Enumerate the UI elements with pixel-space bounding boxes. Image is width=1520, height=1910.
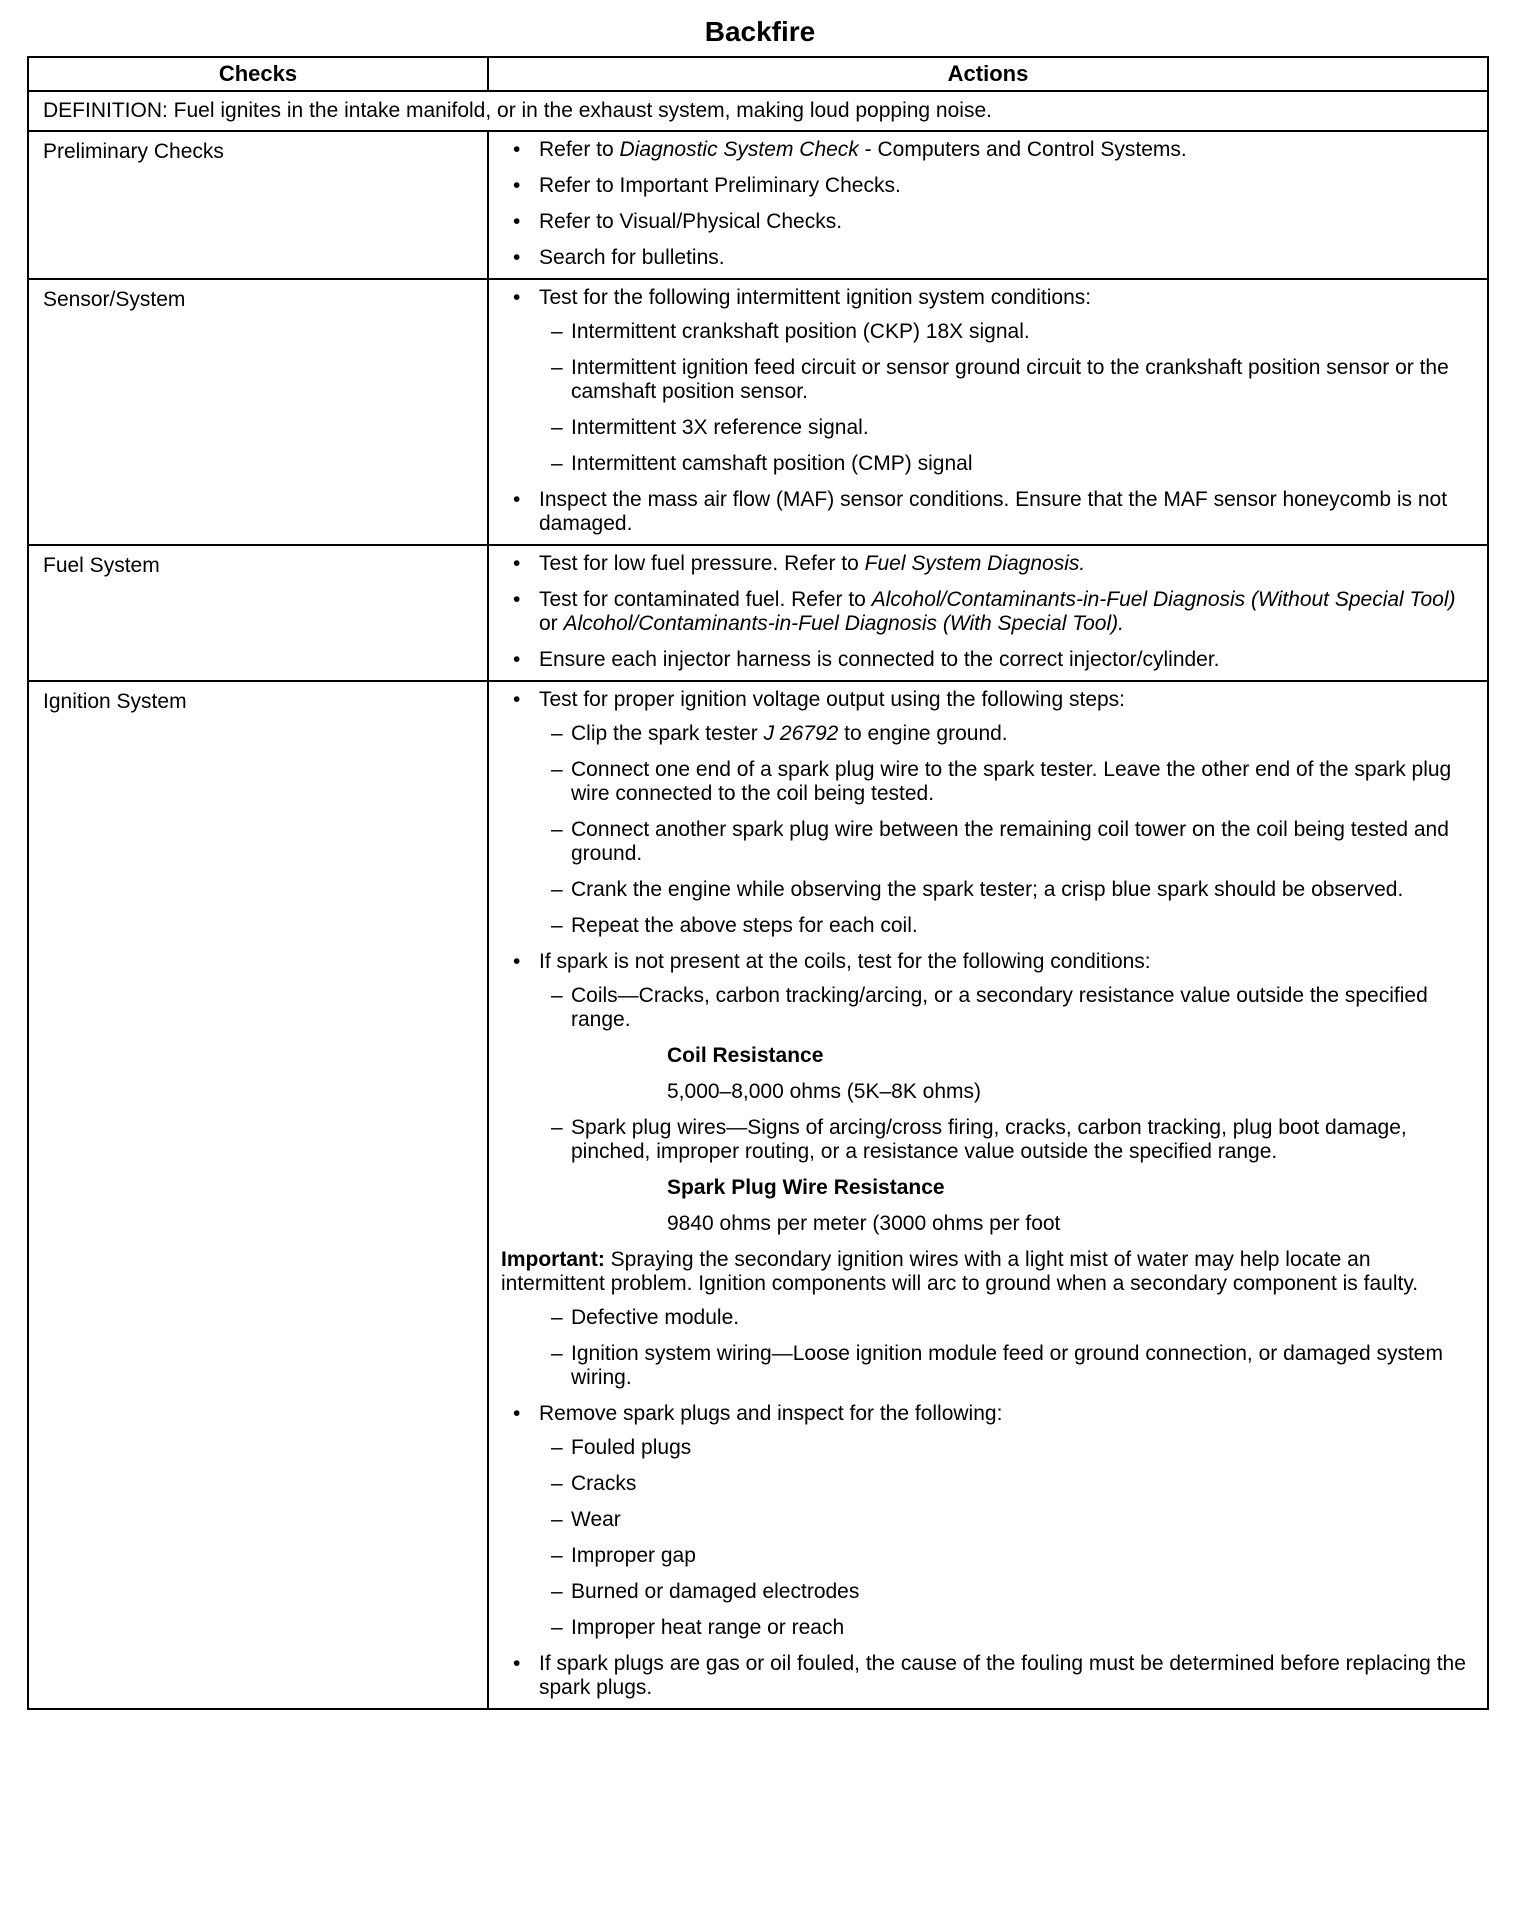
table-row — [28, 545, 1488, 681]
list-item: – Defective module. — [539, 1306, 1475, 1330]
coil-resistance-title: Coil Resistance — [667, 1044, 824, 1067]
coil-resistance-value: 5,000–8,000 ohms (5K–8K ohms) — [667, 1080, 982, 1103]
table-row — [28, 681, 1488, 1709]
header-row — [28, 57, 1488, 91]
list-item — [539, 1116, 1475, 1236]
list-item: – Improper heat range or reach — [539, 1616, 1475, 1640]
tool-number: J 26792 — [763, 722, 839, 745]
list-item: • Inspect the mass air flow (MAF) sensor conditions. Ensure that the MAF sensor honeycomb is not damaged. — [501, 488, 1475, 536]
list-item: – Improper gap — [539, 1544, 1475, 1568]
list-item: – Crank the engine while observing the spark tester; a crisp blue spark should be observed. — [539, 878, 1475, 902]
list-item — [501, 950, 1475, 1236]
item-text: or — [539, 612, 564, 635]
list-item: – Intermittent 3X reference signal. — [539, 416, 1475, 440]
item-text: Test for proper ignition voltage output using the following steps: — [539, 688, 1126, 711]
item-text: Test for the following intermittent ignition system conditions: — [539, 286, 1092, 309]
check-label-ignition: Ignition System — [28, 681, 488, 1709]
actions-sensor — [488, 279, 1488, 545]
definition-text: DEFINITION: Fuel ignites in the intake manifold, or in the exhaust system, making loud popping noise. — [28, 91, 1488, 131]
item-text: Test for low fuel pressure. Refer to — [539, 552, 865, 575]
actions-fuel — [488, 545, 1488, 681]
list-item — [501, 688, 1475, 938]
link-contaminants-with-tool: Alcohol/Contaminants-in-Fuel Diagnosis (With Special Tool). — [563, 612, 1124, 635]
list-item — [539, 984, 1475, 1104]
list-item: • Ensure each injector harness is connected to the correct injector/cylinder. — [501, 648, 1475, 672]
link-contaminants-without-tool: Alcohol/Contaminants-in-Fuel Diagnosis (Without Special Tool) — [871, 588, 1456, 611]
item-text: - Computers and Control Systems. — [858, 138, 1187, 161]
actions-preliminary — [488, 131, 1488, 279]
important-text: Spraying the secondary ignition wires with a light mist of water may help locate an intermittent problem. Ignition components will arc to ground when a secondary component is faulty. — [501, 1248, 1419, 1295]
link-diagnostic-system-check: Diagnostic System Check — [619, 138, 859, 161]
table-row — [28, 131, 1488, 279]
item-text: Clip the spark tester — [571, 722, 764, 745]
item-text: Coils—Cracks, carbon tracking/arcing, or a secondary resistance value outside the specified range. — [571, 984, 1428, 1031]
list-item: • Refer to Important Preliminary Checks. — [501, 174, 1475, 198]
important-label: Important: — [501, 1248, 605, 1271]
list-item: – Intermittent crankshaft position (CKP) 18X signal. — [539, 320, 1475, 344]
list-item — [501, 286, 1475, 476]
actions-header: Actions — [488, 57, 1488, 91]
diagnostic-table — [27, 56, 1489, 1710]
wire-resistance-value: 9840 ohms per meter (3000 ohms per foot — [667, 1212, 1061, 1235]
item-text: Refer to — [539, 138, 620, 161]
list-item: – Wear — [539, 1508, 1475, 1532]
list-item: – Fouled plugs — [539, 1436, 1475, 1460]
definition-row — [28, 91, 1488, 131]
table-row — [28, 279, 1488, 545]
list-item: – Intermittent camshaft position (CMP) signal — [539, 452, 1475, 476]
item-text: Remove spark plugs and inspect for the following: — [539, 1402, 1003, 1425]
important-note — [501, 1248, 1475, 1296]
list-item: – Connect another spark plug wire between the remaining coil tower on the coil being tested and ground. — [539, 818, 1475, 866]
page-title: Backfire — [704, 16, 816, 47]
list-item: – Repeat the above steps for each coil. — [539, 914, 1475, 938]
item-text: If spark is not present at the coils, test for the following conditions: — [539, 950, 1151, 973]
check-label-sensor: Sensor/System — [28, 279, 488, 545]
item-text: Test for contaminated fuel. Refer to — [539, 588, 872, 611]
list-item: – Intermittent ignition feed circuit or sensor ground circuit to the crankshaft position sensor or the camshaft position sensor. — [539, 356, 1475, 404]
list-item: • Search for bulletins. — [501, 246, 1475, 270]
list-item — [501, 552, 1475, 576]
item-text: to engine ground. — [838, 722, 1008, 745]
check-label-preliminary: Preliminary Checks — [28, 131, 488, 279]
list-item — [539, 722, 1475, 746]
item-text: Spark plug wires—Signs of arcing/cross firing, cracks, carbon tracking, plug boot damage, pinched, improper routing, or a resistance value outside the specified range. — [571, 1116, 1407, 1163]
wire-resistance-title: Spark Plug Wire Resistance — [667, 1176, 945, 1199]
list-item: • Refer to Visual/Physical Checks. — [501, 210, 1475, 234]
link-fuel-system-diagnosis: Fuel System Diagnosis. — [864, 552, 1086, 575]
list-item — [501, 138, 1475, 162]
list-item — [501, 1402, 1475, 1640]
list-item: – Connect one end of a spark plug wire to the spark tester. Leave the other end of the spark plug wire connected to the coil being tested. — [539, 758, 1475, 806]
actions-ignition — [488, 681, 1488, 1709]
list-item: – Ignition system wiring—Loose ignition module feed or ground connection, or damaged system wiring. — [539, 1342, 1475, 1390]
list-item: – Burned or damaged electrodes — [539, 1580, 1475, 1604]
list-item — [501, 588, 1475, 636]
list-item: – Cracks — [539, 1472, 1475, 1496]
check-label-fuel: Fuel System — [28, 545, 488, 681]
list-item: • If spark plugs are gas or oil fouled, the cause of the fouling must be determined before replacing the spark plugs. — [501, 1652, 1475, 1700]
checks-header: Checks — [28, 57, 488, 91]
